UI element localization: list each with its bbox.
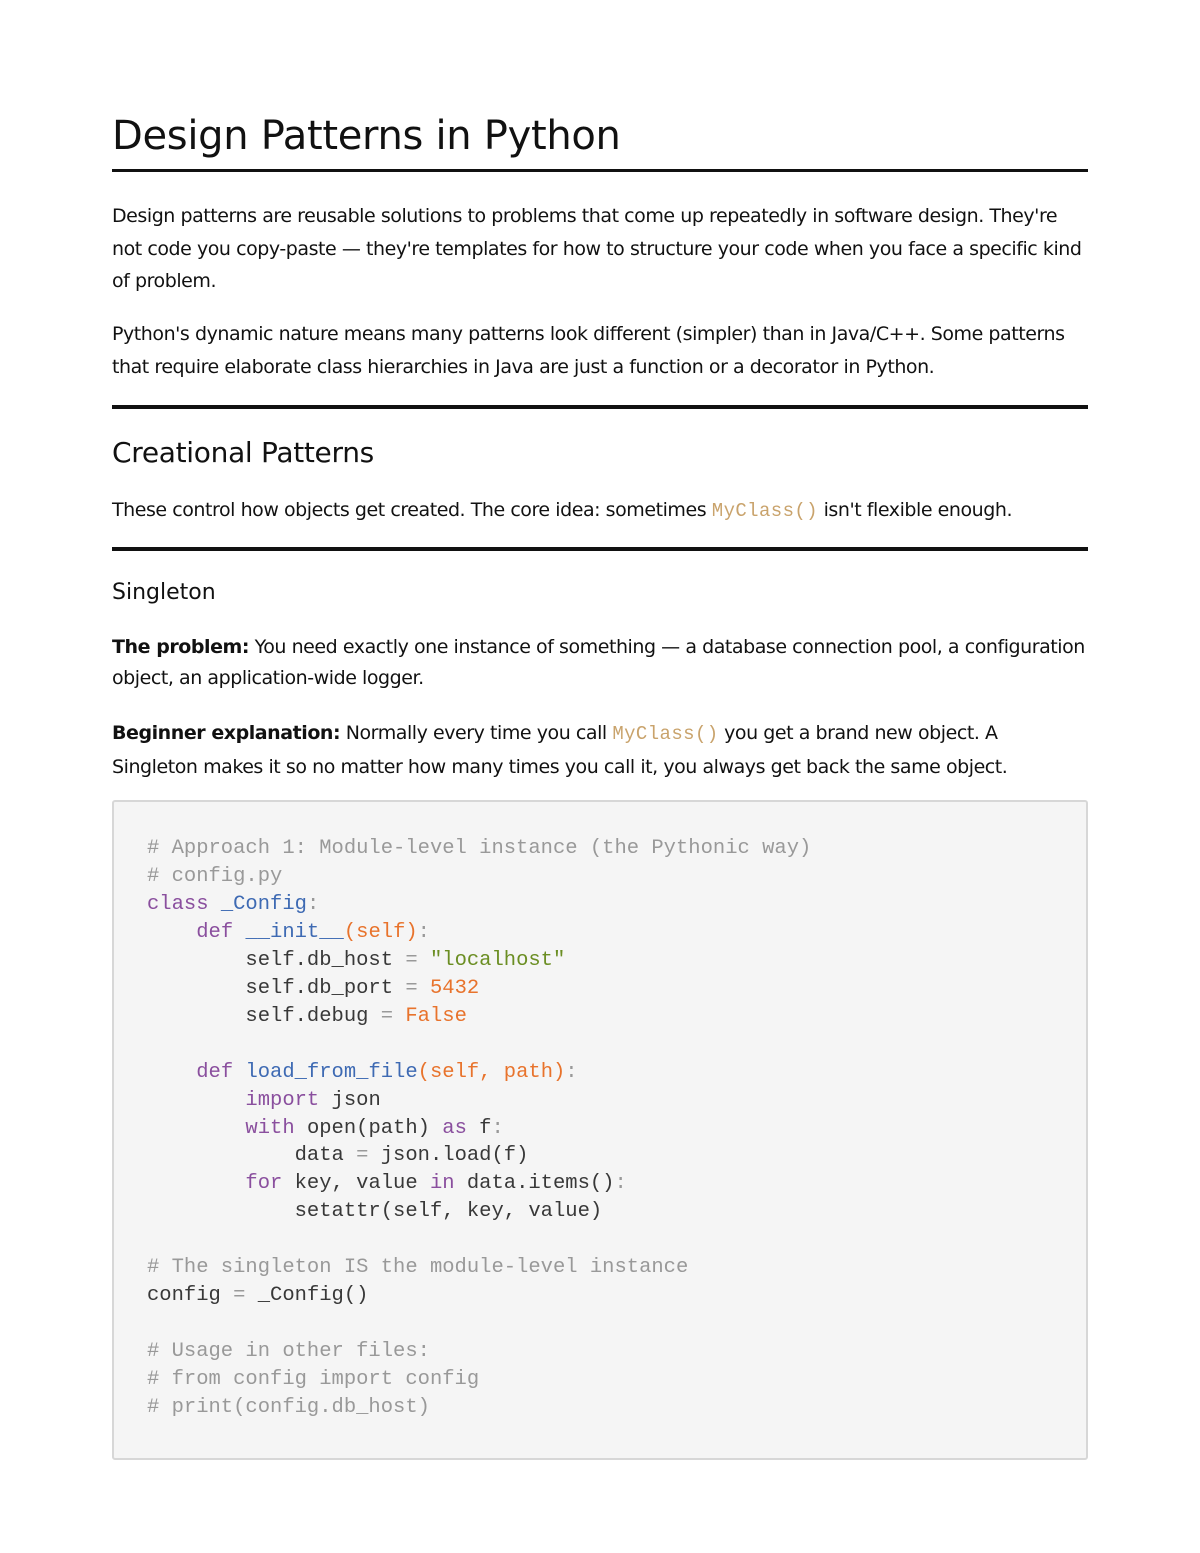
- code-token: self.db_port: [147, 976, 406, 1000]
- code-token: # config.py: [147, 864, 283, 888]
- code-line: [147, 893, 319, 916]
- code-token: [418, 949, 430, 972]
- code-line: [147, 1144, 528, 1167]
- code-line: [147, 977, 479, 1000]
- code-token: "localhost": [429, 948, 566, 972]
- code-token: # Approach 1: Module-level instance (the Pythonic way): [147, 837, 812, 860]
- code-token: key, value: [282, 1172, 430, 1196]
- code-token: load_from_file: [245, 1060, 418, 1084]
- code-token: open(path): [294, 1116, 443, 1140]
- code-line: [147, 1396, 430, 1419]
- code-token: import: [245, 1088, 320, 1112]
- code-token: # The singleton IS the module-level instance: [147, 1256, 689, 1280]
- code-token: [147, 1117, 245, 1140]
- code-token: (self, path): [417, 1060, 566, 1084]
- creational-text-before: These control how objects get created. The core idea: sometimes: [112, 499, 712, 521]
- code-token: [393, 1005, 405, 1028]
- code-token: [147, 921, 196, 944]
- code-line: [147, 921, 430, 944]
- code-token: for: [245, 1172, 283, 1196]
- creational-text-after: isn't flexible enough.: [817, 499, 1013, 521]
- beginner-label: Beginner explanation:: [112, 722, 341, 744]
- code-token: json.load(f): [368, 1144, 529, 1168]
- beginner-text-before: Normally every time you call: [340, 722, 613, 744]
- creational-patterns-heading: Creational Patterns: [112, 436, 374, 469]
- code-token: [233, 1061, 245, 1084]
- code-token: :: [565, 1060, 578, 1084]
- problem-label: The problem:: [112, 636, 250, 658]
- code-token: _Config: [220, 892, 307, 916]
- code-token: :: [491, 1116, 504, 1140]
- code-line: [147, 1284, 368, 1307]
- singleton-beginner-explanation: [112, 717, 1088, 783]
- singleton-heading: Singleton: [112, 580, 216, 605]
- code-line: [147, 865, 282, 888]
- code-token: # print(config.db_host): [147, 1396, 430, 1420]
- intro-paragraph-1: Design patterns are reusable solutions to problems that come up repeatedly in software design. They're not code you copy-paste — they're templates for how to structure your code when you face a specific kind of problem.: [112, 205, 1082, 292]
- code-token: setattr(self, key, value): [147, 1200, 603, 1224]
- code-line: [147, 1340, 430, 1363]
- code-line: [147, 1061, 578, 1084]
- code-line: [147, 1368, 479, 1391]
- code-token: self.debug: [147, 1004, 381, 1028]
- code-line: [147, 949, 565, 972]
- code-token: data: [147, 1144, 357, 1168]
- code-listing: [147, 835, 811, 1422]
- code-token: =: [405, 976, 418, 1000]
- section-divider-2: [112, 547, 1088, 551]
- code-line: [147, 1089, 381, 1112]
- code-token: False: [405, 1004, 467, 1028]
- title-divider: [112, 169, 1088, 172]
- code-token: _Config(): [245, 1284, 369, 1308]
- code-token: json: [319, 1088, 381, 1112]
- problem-text: You need exactly one instance of something — a database connection pool, a configuration object, an application-wide logger.: [112, 636, 1085, 689]
- code-token: as: [442, 1116, 467, 1140]
- code-token: [418, 977, 430, 1000]
- page-title: Design Patterns in Python: [112, 113, 621, 159]
- code-token: # from config import config: [147, 1368, 480, 1392]
- code-token: [147, 1172, 245, 1195]
- code-line: [147, 1256, 688, 1279]
- code-token: 5432: [429, 976, 480, 1000]
- code-token: =: [356, 1144, 369, 1168]
- code-token: (self): [343, 920, 418, 944]
- code-token: [233, 921, 245, 944]
- code-token: =: [233, 1284, 246, 1308]
- code-line: [147, 1005, 467, 1028]
- code-line: [147, 1172, 627, 1195]
- code-token: def: [196, 1060, 234, 1084]
- creational-description: [112, 494, 1088, 528]
- code-line: [147, 1200, 602, 1223]
- code-line: [147, 1117, 504, 1140]
- inline-code-myclass: MyClass(): [711, 500, 818, 522]
- code-token: :: [417, 920, 430, 944]
- beginner-text-after: you get a brand new object. A Singleton makes it so no matter how many times you call it, you always get back the same object.: [112, 722, 1008, 778]
- code-token: with: [245, 1116, 295, 1140]
- section-divider: [112, 405, 1088, 409]
- inline-code-myclass-2: MyClass(): [612, 723, 719, 745]
- code-line: [147, 837, 811, 860]
- code-block: [112, 800, 1088, 1460]
- code-token: self.db_host: [147, 948, 406, 972]
- code-token: [147, 1061, 196, 1084]
- code-token: __init__: [245, 920, 344, 944]
- code-token: config: [147, 1284, 234, 1308]
- code-token: [147, 1089, 245, 1112]
- code-token: =: [405, 948, 418, 972]
- code-token: # Usage in other files:: [147, 1340, 430, 1364]
- code-token: =: [380, 1004, 394, 1028]
- code-token: class: [147, 892, 209, 916]
- code-token: data.items(): [454, 1172, 615, 1196]
- code-token: f: [466, 1116, 492, 1140]
- code-token: :: [614, 1172, 627, 1196]
- singleton-problem: [112, 632, 1088, 694]
- code-token: :: [306, 892, 320, 916]
- code-token: [209, 893, 221, 916]
- code-token: in: [429, 1172, 455, 1196]
- code-token: def: [196, 920, 234, 944]
- intro-paragraph-2: Python's dynamic nature means many patterns look different (simpler) than in Java/C++. Some patterns that require elaborate class hierarchies in Java are just a function or a decorator in Python.: [112, 323, 1065, 378]
